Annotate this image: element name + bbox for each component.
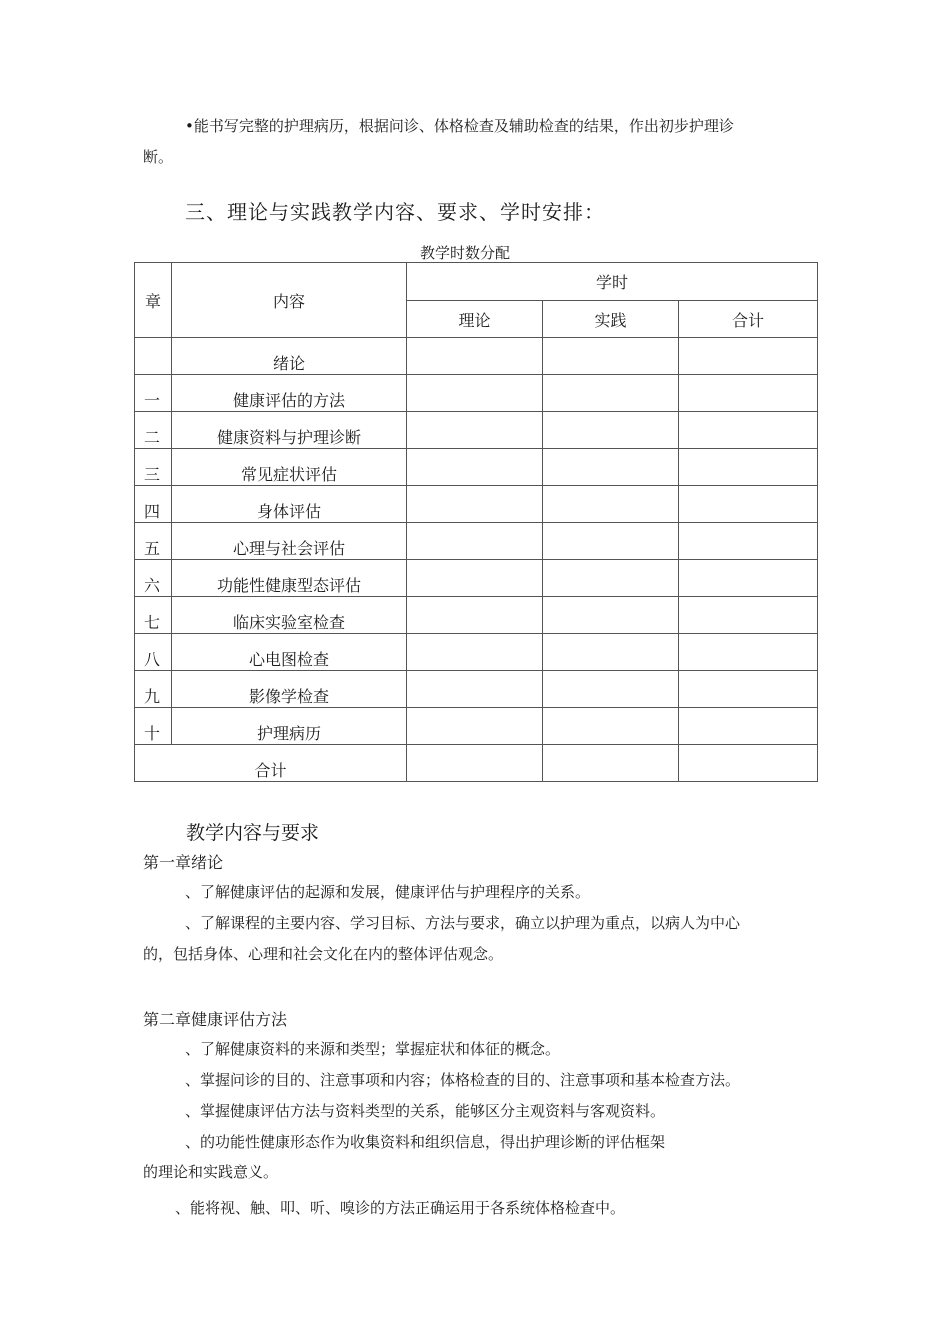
- theory-cell: [407, 745, 543, 782]
- row-content: 身体评估: [172, 486, 407, 523]
- table-row: [135, 634, 818, 671]
- practice-cell: [543, 708, 679, 745]
- row-content: 影像学检查: [172, 671, 407, 708]
- chapter2-item-4: 、的功能性健康形态作为收集资料和组织信息，得出护理诊断的评估框架: [185, 1133, 666, 1151]
- chapter2-item-5: 、能将视、触、叩、听、嗅诊的方法正确运用于各系统体格检查中。: [175, 1199, 626, 1217]
- table-row: [135, 671, 818, 708]
- practice-cell: [543, 597, 679, 634]
- total-cell: [679, 671, 818, 708]
- intro-line-1: •能书写完整的护理病历，根据问诊、体格检查及辅助检查的结果，作出初步护理诊: [185, 117, 734, 135]
- total-cell: [679, 523, 818, 560]
- total-cell: [679, 375, 818, 412]
- table-row: [135, 412, 818, 449]
- chapter2-title: 第二章健康评估方法: [143, 1010, 288, 1029]
- total-cell: [679, 560, 818, 597]
- table-row: [135, 449, 818, 486]
- total-cell: [679, 486, 818, 523]
- chapter2-item-2: 、掌握问诊的目的、注意事项和内容；体格检查的目的、注意事项和基本检查方法。: [185, 1071, 741, 1089]
- practice-cell: [543, 671, 679, 708]
- practice-cell: [543, 523, 679, 560]
- row-content: 心理与社会评估: [172, 523, 407, 560]
- header-theory: 理论: [407, 301, 543, 338]
- theory-cell: [407, 412, 543, 449]
- total-cell: [679, 745, 818, 782]
- header-content: 内容: [172, 263, 407, 338]
- chapter1-item-2: 、了解课程的主要内容、学习目标、方法与要求，确立以护理为重点，以病人为中心: [185, 914, 741, 932]
- theory-cell: [407, 375, 543, 412]
- table-row: [135, 523, 818, 560]
- practice-cell: [543, 412, 679, 449]
- table-caption: 教学时数分配: [420, 244, 511, 262]
- table-total-row: [135, 745, 818, 782]
- theory-cell: [407, 597, 543, 634]
- practice-cell: [543, 375, 679, 412]
- header-total: 合计: [679, 301, 818, 338]
- section-title: 三、理论与实践教学内容、要求、学时安排：: [185, 200, 605, 224]
- row-content: 临床实验室检查: [172, 597, 407, 634]
- table-row: [135, 560, 818, 597]
- row-content: 健康评估的方法: [172, 375, 407, 412]
- total-cell: [679, 634, 818, 671]
- row-chapter: 一: [135, 375, 172, 412]
- table-row: [135, 597, 818, 634]
- theory-cell: [407, 523, 543, 560]
- chapter2-item-4-cont: 的理论和实践意义。: [143, 1163, 279, 1181]
- table-row: [135, 486, 818, 523]
- total-cell: [679, 708, 818, 745]
- row-chapter: 六: [135, 560, 172, 597]
- row-content: 功能性健康型态评估: [172, 560, 407, 597]
- total-cell: [679, 412, 818, 449]
- theory-cell: [407, 708, 543, 745]
- chapter1-title: 第一章绪论: [143, 853, 224, 872]
- practice-cell: [543, 745, 679, 782]
- row-content: 绪论: [172, 338, 407, 375]
- chapter1-item-2-cont: 的，包括身体、心理和社会文化在内的整体评估观念。: [143, 945, 504, 963]
- chapter1-item-1: 、了解健康评估的起源和发展，健康评估与护理程序的关系。: [185, 883, 591, 901]
- theory-cell: [407, 671, 543, 708]
- content-heading: 教学内容与要求: [186, 822, 320, 844]
- intro-line-2: 断。: [143, 148, 174, 166]
- theory-cell: [407, 634, 543, 671]
- table-row: [135, 708, 818, 745]
- row-chapter: 五: [135, 523, 172, 560]
- row-content: 健康资料与护理诊断: [172, 412, 407, 449]
- row-content: 心电图检查: [172, 634, 407, 671]
- table-row: [135, 338, 818, 375]
- header-practice: 实践: [543, 301, 679, 338]
- practice-cell: [543, 486, 679, 523]
- practice-cell: [543, 449, 679, 486]
- chapter2-item-1: 、了解健康资料的来源和类型；掌握症状和体征的概念。: [185, 1040, 561, 1058]
- theory-cell: [407, 449, 543, 486]
- total-label: 合计: [135, 745, 407, 782]
- header-hours: 学时: [407, 263, 818, 301]
- row-chapter: 三: [135, 449, 172, 486]
- practice-cell: [543, 338, 679, 375]
- row-chapter: 九: [135, 671, 172, 708]
- row-chapter: 七: [135, 597, 172, 634]
- total-cell: [679, 597, 818, 634]
- theory-cell: [407, 486, 543, 523]
- total-cell: [679, 449, 818, 486]
- row-chapter: 四: [135, 486, 172, 523]
- hours-table: [134, 262, 818, 782]
- chapter2-item-3: 、掌握健康评估方法与资料类型的关系，能够区分主观资料与客观资料。: [185, 1102, 666, 1120]
- row-chapter: [135, 338, 172, 375]
- row-content: 护理病历: [172, 708, 407, 745]
- practice-cell: [543, 634, 679, 671]
- row-chapter: 十: [135, 708, 172, 745]
- row-chapter: 八: [135, 634, 172, 671]
- row-chapter: 二: [135, 412, 172, 449]
- table-row: [135, 375, 818, 412]
- total-cell: [679, 338, 818, 375]
- theory-cell: [407, 560, 543, 597]
- theory-cell: [407, 338, 543, 375]
- row-content: 常见症状评估: [172, 449, 407, 486]
- practice-cell: [543, 560, 679, 597]
- header-chapter: 章: [135, 263, 172, 338]
